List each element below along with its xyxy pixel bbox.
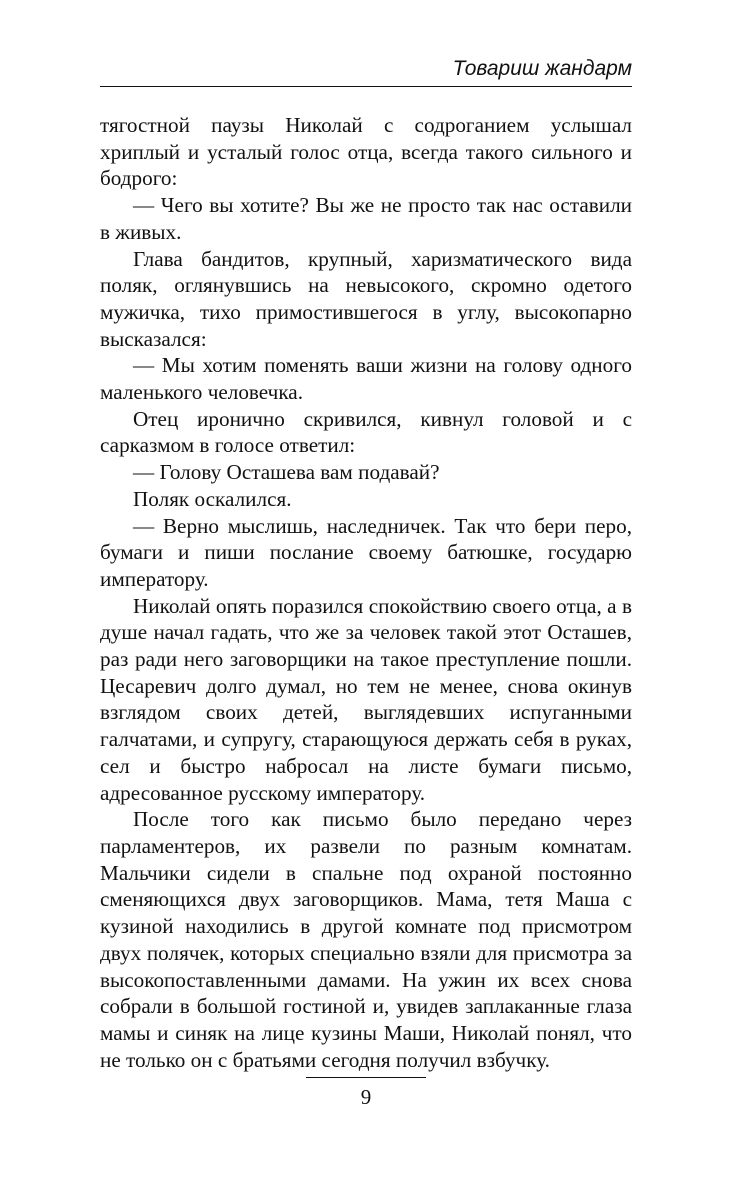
page-body-text: [100, 112, 632, 1073]
paragraph: Поляк оскалился.: [133, 486, 292, 511]
paragraph: — Голову Осташева вам подавай?: [133, 460, 440, 485]
running-head: [100, 52, 632, 87]
paragraph: — Верно мыслишь, наследничек. Так что бери перо, бумаги и пиши послание своему батюшке, государю императору.: [100, 513, 632, 591]
running-title: Товариш жандарм: [452, 57, 632, 80]
paragraph: — Чего вы хотите? Вы же не просто так нас оставили в живых.: [100, 193, 632, 244]
paragraph: Николай опять поразился спокойствию своего отца, а в душе начал гадать, что же за человек такой этот Осташев, раз ради него заговорщики на такое преступление пошли. Цесаревич долго думал, но тем не менее, снова окинув взглядом своих детей, выглядевших испуганными галчатами, и супругу, старающуюся держать себя в руках, сел и быстро набросал на листе бумаги письмо, адресованное русскому императору.: [100, 593, 632, 805]
paragraph: Отец иронично скривился, кивнул головой и с сарказмом в голосе ответил:: [100, 406, 632, 458]
paragraph: тягостной паузы Николай с содроганием услышал хриплый и усталый голос отца, всегда такого сильного и бодрого:: [100, 113, 632, 191]
paragraph: Глава бандитов, крупный, харизматического вида поляк, оглянувшись на невысокого, скромно одетого мужичка, тихо примостившегося в углу, высокопарно высказался:: [100, 246, 632, 351]
page-number: 9: [360, 1085, 372, 1109]
paragraph: — Мы хотим поменять ваши жизни на голову одного маленького человечка.: [100, 353, 632, 405]
footer-rule: [306, 1077, 426, 1078]
paragraph: После того как письмо было передано через парламентеров, их развели по разным комнатам. Мальчики сидели в спальне под охраной постоянно сменяющихся двух заговорщиков. Мама, тетя Маша с кузиной находились в другой комнате под присмотром двух полячек, которых специально взяли для присмотра за высокопоставленными дамами. На ужин их всех снова собрали в большой гостиной и, увидев заплаканные глаза мамы и синяк на лице кузины Маши, Николай понял, что не только он с братьями сегодня получил взбучку.: [100, 807, 632, 1072]
